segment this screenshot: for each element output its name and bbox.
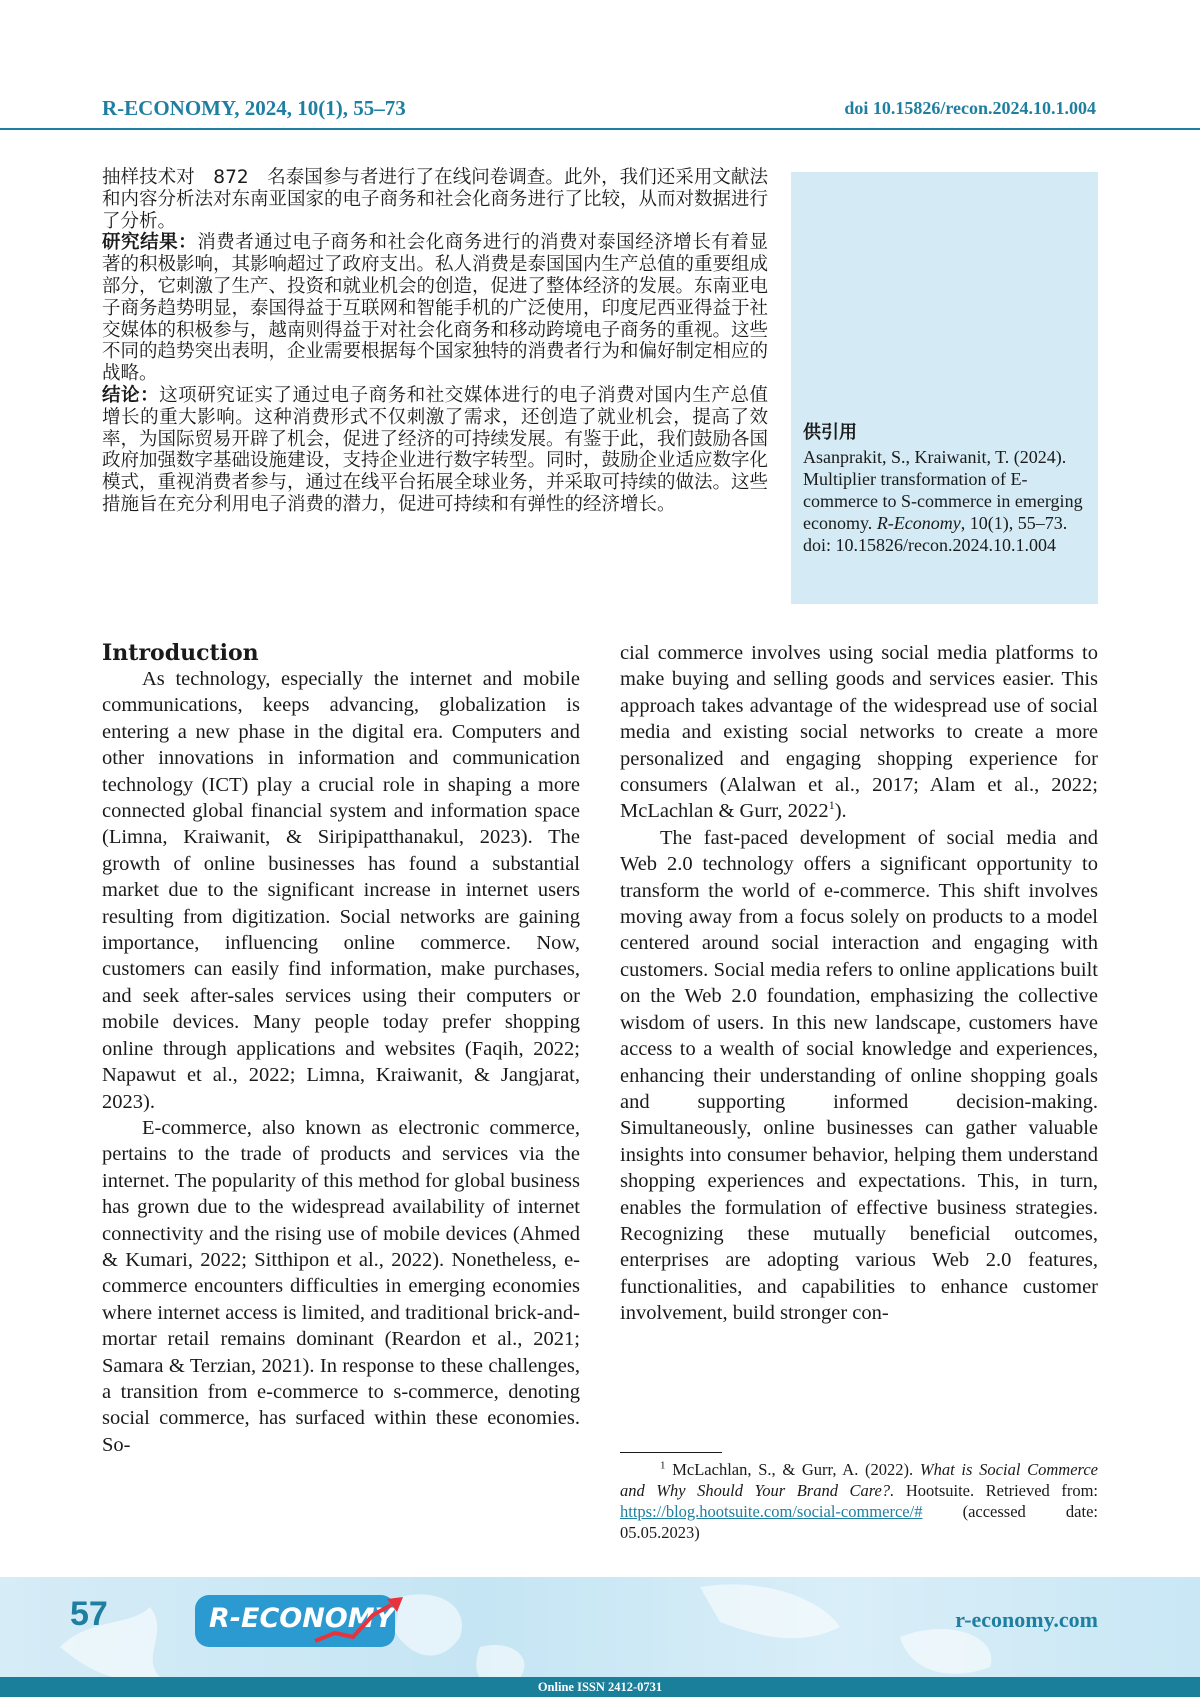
- journal-reference: R-ECONOMY, 2024, 10(1), 55–73: [102, 96, 406, 121]
- page-number: 57: [70, 1595, 108, 1634]
- conclusion-text: 这项研究证实了通过电子商务和社交媒体进行的电子消费对国内生产总值增长的重大影响。这种消费形式不仅刺激了需求，还创造了就业机会，提高了效率，为国际贸易开辟了机会，促进了经济的可持续发展。有鉴于此，我们鼓励各国政府加强数字基础设施建设，支持企业进行数字转型。同时，鼓励企业适应数字化模式，重视消费者参与，通过在线平台拓展全球业务，并采取可持续的做法。这些措施旨在充分利用电子消费的潜力，促进可持续和有弹性的经济增长。: [102, 385, 768, 515]
- logo-text: R-ECONOMY: [209, 1603, 394, 1634]
- paragraph: The fast-paced development of social media and Web 2.0 technology offers a significant opportunity to transform the world of e-commerce. This shift involves moving away from a focus solely on products to a model centered around social interaction and engaging with customers. Social media refers to online applications built on the Web 2.0 foundation, emphasizing the collective wisdom of users. In this new landscape, customers have access to a wealth of social knowledge and experiences, enhancing their understanding of online shopping goals and supporting informed decision-making. Simultaneously, online businesses can gather valuable insights into consumer behavior, helping them understand shopping experiences and expectations. This, in turn, enables the formulation of effective business strategies. Recognizing these mutually beneficial outcomes, enterprises are adopting various Web 2.0 features, functionalities, and capabilities to enhance customer involvement, build stronger con-: [620, 825, 1098, 1327]
- citation-box: [791, 172, 1098, 604]
- footnote-title: What is Social Commerce and Why Should Your Brand Care?.: [620, 1460, 1098, 1500]
- conclusion-label: 结论：: [102, 385, 159, 406]
- website-link[interactable]: r-economy.com: [955, 1607, 1098, 1633]
- footnote-divider: [620, 1452, 722, 1453]
- paragraph-text: cial commerce involves using social media platforms to make buying and selling goods and services easier. This approach takes advantage of the widespread use of social media and existing social networks to create a more personalized and engaging shopping experience for consumers (Alalwan et al., 2017; Alam et al., 2022; McLachlan & Gurr, 2022: [620, 642, 1098, 822]
- abstract-results: [102, 232, 768, 385]
- doi-reference: doi 10.15826/recon.2024.10.1.004: [844, 98, 1096, 119]
- citation-doi: , 10(1), 55–73. doi: 10.15826/recon.2024.10.1.004: [803, 513, 1067, 555]
- footnote-text: [620, 1459, 1098, 1543]
- body-column-right: [620, 640, 1098, 1327]
- footnote-publisher: Hootsuite. Retrieved from:: [894, 1481, 1098, 1500]
- citation-authors: Asanprakit, S., Kraiwanit, T. (2024). Multiplier transformation of E-commerce to S-commerce in emerging economy.: [803, 447, 1083, 533]
- r-economy-logo: [195, 1595, 413, 1647]
- body-column-left: [102, 640, 580, 1458]
- citation-text: [803, 446, 1093, 556]
- abstract-chinese: [102, 167, 768, 516]
- footnote-authors: McLachlan, S., & Gurr, A. (2022).: [672, 1460, 920, 1479]
- citation-title: 供引用: [803, 422, 1093, 444]
- footnote-marker: 1: [660, 1460, 666, 1472]
- results-text: 消费者通过电子商务和社会化商务进行的消费对泰国经济增长有着显著的积极影响，其影响超过了政府支出。私人消费是泰国国内生产总值的重要组成部分，它刺激了生产、投资和就业机会的创造，促进了整体经济的发展。东南亚电子商务趋势明显，泰国得益于互联网和智能手机的广泛使用，印度尼西亚得益于社交媒体的积极参与，越南则得益于对社会化商务和移动跨境电子商务的重视。这些不同的趋势突出表明，企业需要根据每个国家独特的消费者行为和偏好制定相应的战略。: [102, 232, 768, 384]
- page-footer: [0, 1577, 1200, 1697]
- section-heading: Introduction: [102, 640, 580, 666]
- footnote-accessed: (accessed date: 05.05.2023): [620, 1502, 1098, 1542]
- paragraph: As technology, especially the internet and mobile communications, keeps advancing, globalization is entering a new phase in the digital era. Computers and other innovations in information and communication technology (ICT) play a crucial role in shaping a more connected global financial system and information space (Limna, Kraiwanit, & Siripipatthanakul, 2023). The growth of online businesses has found a substantial market due to the significant increase in internet users resulting from digitization. Social networks are gaining importance, influencing online commerce. Now, customers can easily find information, make purchases, and seek after-sales services using their computers or mobile devices. Many people today prefer shopping online through applications and websites (Faqih, 2022; Napawut et al., 2022; Limna, Kraiwanit, & Jangjarat, 2023).: [102, 666, 580, 1115]
- growth-arrow-icon: [195, 1595, 413, 1647]
- footnote: [620, 1459, 1098, 1543]
- abstract-intro: 抽样技术对 872 名泰国参与者进行了在线问卷调查。此外，我们还采用文献法和内容分析法对东南亚国家的电子商务和社会化商务进行了比较，从而对数据进行了分析。: [102, 167, 768, 232]
- citation-content: [803, 422, 1093, 556]
- issn-label: Online ISSN 2412-0731: [0, 1680, 1200, 1695]
- footnote-link[interactable]: https://blog.hootsuite.com/social-commerce/#: [620, 1502, 922, 1521]
- header-divider: [0, 128, 1200, 130]
- citation-journal: R-Economy: [877, 513, 961, 533]
- paragraph: [620, 640, 1098, 825]
- page-header: [0, 0, 1200, 132]
- footnote-ref[interactable]: 1: [829, 799, 835, 813]
- paragraph: E-commerce, also known as electronic commerce, pertains to the trade of products and services via the internet. The popularity of this method for global business has grown due to the widespread availability of internet connectivity and the rising use of mobile devices (Ahmed & Kumari, 2022; Sitthipon et al., 2022). Nonetheless, e-commerce encounters difficulties in emerging economies where internet access is limited, and traditional brick-and-mortar retail remains dominant (Reardon et al., 2021; Samara & Terzian, 2021). In response to these challenges, a transition from e-commerce to s-commerce, denoting social commerce, has surfaced within these economies. So-: [102, 1115, 580, 1458]
- results-label: 研究结果：: [102, 232, 197, 253]
- abstract-conclusion: [102, 385, 768, 516]
- paragraph-end: ).: [835, 800, 847, 822]
